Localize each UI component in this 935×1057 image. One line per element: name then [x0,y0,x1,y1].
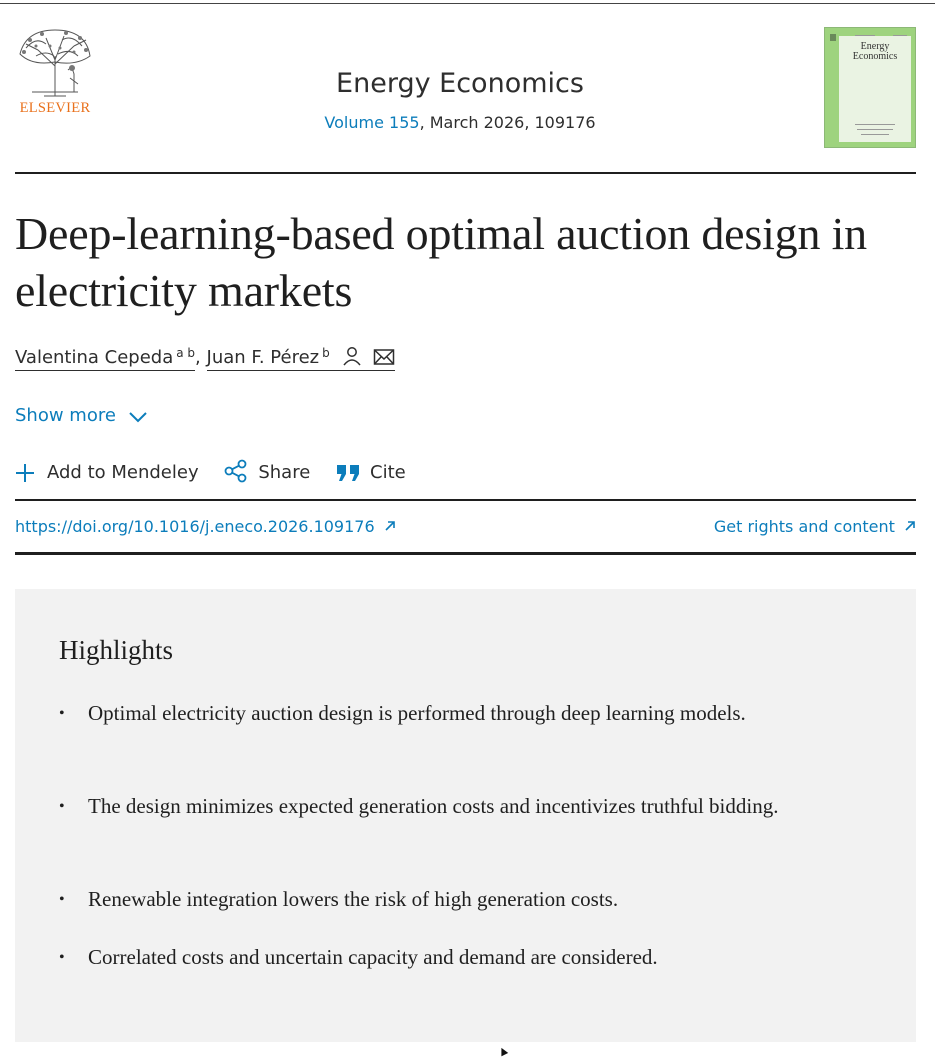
highlight-text: The design minimizes expected generation costs and incentivizes truthful bidding. [88,794,779,818]
article-title: Deep-learning-based optimal auction design in electricity markets [15,208,867,316]
cite-label: Cite [370,462,406,483]
cover-line [861,134,889,135]
bullet-icon: • [59,891,65,908]
list-item [59,789,788,824]
doi-text: https://doi.org/10.1016/j.eneco.2026.109176 [15,517,375,536]
author-link[interactable] [15,347,195,371]
bullet-icon: • [59,705,65,722]
chevron-down-icon [128,411,148,423]
tree-logo-icon [16,26,94,98]
author-separator: , [195,347,201,368]
list-item [59,696,788,731]
external-link-arrow-icon [904,520,916,532]
cover-publisher-mark-icon [830,34,836,41]
show-more-label: Show more [15,405,116,426]
journal-cover-thumbnail[interactable] [824,27,916,148]
cover-line [855,124,895,125]
highlights-section [15,589,916,1042]
rights-text: Get rights and content [713,517,895,536]
quote-icon [336,463,360,483]
highlights-heading: Highlights [59,635,174,665]
bullet-icon: • [59,949,65,966]
top-rule [0,3,935,4]
cover-line [855,35,875,36]
envelope-icon [373,348,395,366]
highlight-text: Renewable integration lowers the risk of high generation costs. [88,887,619,911]
header-divider [15,172,916,174]
list-item [59,882,788,917]
highlight-text: Correlated costs and uncertain capacity and demand are considered. [88,945,658,969]
author-link[interactable] [207,347,396,371]
issue-info: , March 2026, 109176 [419,113,596,132]
doi-row [15,517,916,536]
person-icon [341,346,363,366]
bullet-icon: • [59,798,65,815]
plus-icon [15,463,35,483]
doi-link[interactable] [15,517,396,536]
external-link-arrow-icon [384,520,396,532]
mouse-cursor-icon [500,1047,510,1057]
highlight-text: Optimal electricity auction design is performed through deep learning models. [88,701,746,725]
author-affiliation: b [322,346,330,360]
cover-title: Energy Economics [852,41,898,62]
cite-button[interactable] [336,462,406,483]
publisher-wordmark: ELSEVIER [19,100,91,116]
share-label: Share [258,462,311,483]
cover-line [893,35,907,36]
journal-meta [230,113,690,132]
add-to-mendeley-button[interactable] [15,462,199,483]
show-more-button[interactable] [15,405,148,426]
author-name: Juan F. Pérez [206,347,320,368]
cover-line [857,129,893,130]
author-affiliation: a b [176,346,196,360]
actions-divider [15,499,916,501]
elsevier-logo[interactable] [14,26,96,118]
article-actions [15,459,426,483]
get-rights-link[interactable] [714,517,916,536]
author-name: Valentina Cepeda [15,347,174,368]
share-button[interactable] [224,459,310,483]
volume-link[interactable]: Volume 155 [324,113,420,132]
share-icon [224,459,248,483]
mendeley-label: Add to Mendeley [47,462,199,483]
author-list [15,346,395,368]
journal-title[interactable]: Energy Economics [336,68,584,99]
doi-divider [15,552,916,555]
list-item [59,940,848,975]
